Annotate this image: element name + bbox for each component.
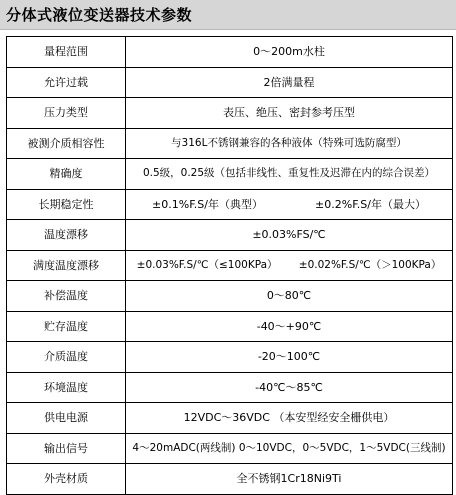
table-row <box>7 220 453 251</box>
row-label: 贮存温度 <box>7 311 126 342</box>
row-value <box>126 250 453 281</box>
table-row <box>7 464 453 495</box>
table-row <box>7 250 453 281</box>
row-label: 补偿温度 <box>7 281 126 312</box>
spec-table <box>6 36 453 495</box>
row-value-part: ±0.02%F.S/℃（＞100KPa） <box>298 258 442 271</box>
table-row <box>7 67 453 98</box>
row-label: 量程范围 <box>7 37 126 68</box>
row-label: 供电电源 <box>7 403 126 434</box>
row-label: 被测介质相容性 <box>7 128 126 159</box>
row-value-part: ±0.03%F.S/℃（≤100KPa） <box>136 258 278 271</box>
row-label: 压力类型 <box>7 98 126 129</box>
row-value-part: ±0.1%F.S/年（典型） <box>152 197 263 211</box>
table-row <box>7 342 453 373</box>
row-label: 允许过载 <box>7 67 126 98</box>
page-title: 分体式液位变送器技术参数 <box>6 6 193 24</box>
row-label: 满度温度漂移 <box>7 250 126 281</box>
row-value: -40～+90℃ <box>126 311 453 342</box>
row-label: 长期稳定性 <box>7 189 126 220</box>
table-row <box>7 98 453 129</box>
row-value: 0～200m水柱 <box>126 37 453 68</box>
table-row <box>7 159 453 190</box>
table-row <box>7 37 453 68</box>
row-value: 4～20mADC(两线制) 0～10VDC，0～5VDC，1～5VDC(三线制) <box>126 433 453 464</box>
row-value: 表压、绝压、密封参考压型 <box>126 98 453 129</box>
table-row <box>7 128 453 159</box>
table-row <box>7 403 453 434</box>
row-label: 介质温度 <box>7 342 126 373</box>
row-label: 外壳材质 <box>7 464 126 495</box>
row-label: 输出信号 <box>7 433 126 464</box>
row-label: 精确度 <box>7 159 126 190</box>
title-bar <box>0 0 456 30</box>
table-row <box>7 311 453 342</box>
row-value <box>126 189 453 220</box>
table-row <box>7 189 453 220</box>
row-value: 0～80℃ <box>126 281 453 312</box>
row-value: 全不锈钢1Cr18Ni9Ti <box>126 464 453 495</box>
table-row <box>7 281 453 312</box>
row-label: 环境温度 <box>7 372 126 403</box>
row-value: 0.5级，0.25级（包括非线性、重复性及迟滞在内的综合误差） <box>126 159 453 190</box>
table-row <box>7 372 453 403</box>
row-value: -20～100℃ <box>126 342 453 373</box>
row-value: ±0.03%FS/℃ <box>126 220 453 251</box>
row-value: 与316L不锈钢兼容的各种液体（特殊可选防腐型） <box>126 128 453 159</box>
row-value: 2倍满量程 <box>126 67 453 98</box>
row-label: 温度漂移 <box>7 220 126 251</box>
row-value: 12VDC～36VDC （本安型经安全栅供电） <box>126 403 453 434</box>
row-value-part: ±0.2%F.S/年（最大） <box>315 197 426 211</box>
row-value: -40℃～85℃ <box>126 372 453 403</box>
table-row <box>7 433 453 464</box>
